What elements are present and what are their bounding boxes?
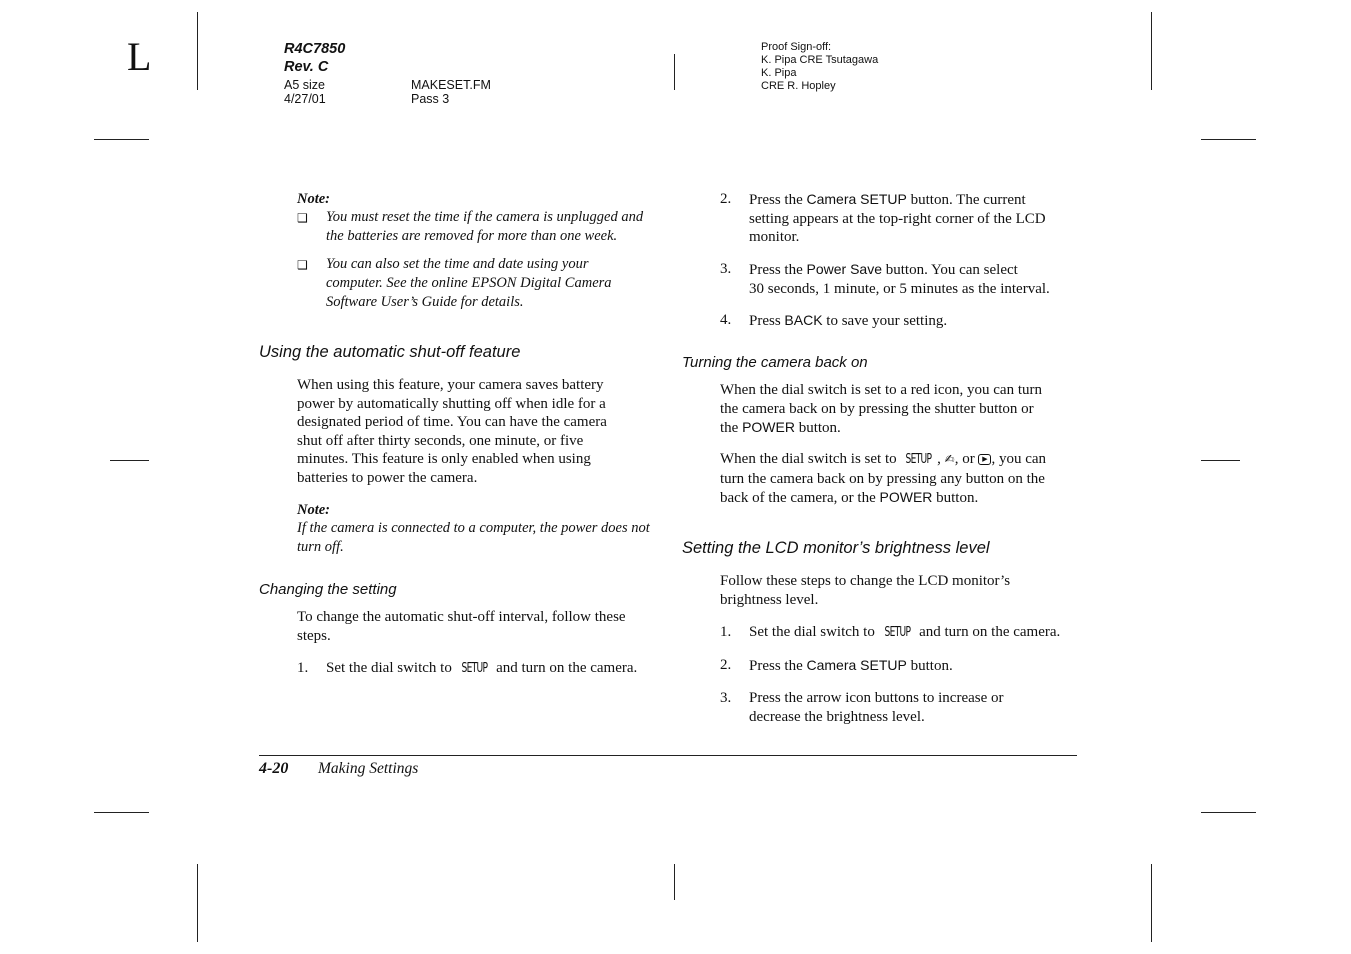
step-number: 2.: [720, 657, 732, 673]
file-name: MAKESET.FM: [411, 78, 491, 92]
step-number: 4.: [720, 312, 732, 328]
crop-mark: [1151, 864, 1152, 942]
step-number: 1.: [720, 624, 732, 640]
crop-mark: [94, 139, 149, 140]
note-item: You must reset the time if the camera is unplugged and the batteries are removed for more than one week.: [326, 209, 644, 244]
bullet-icon: ❑: [297, 211, 308, 225]
note-text: If the camera is connected to a computer, the power does not turn off.: [297, 520, 650, 555]
playback-icon: ▶: [978, 454, 991, 465]
section-heading: Setting the LCD monitor’s brightness level: [682, 539, 990, 557]
proof-line: K. Pipa CRE Tsutagawa: [761, 54, 879, 66]
chapter-title: Making Settings: [318, 760, 419, 777]
crop-mark: [1201, 812, 1256, 813]
setup-icon: SETUP: [905, 452, 932, 467]
crop-mark: [1201, 460, 1240, 461]
crop-mark: [110, 460, 149, 461]
step-text: Press BACK to save your setting.: [749, 312, 948, 329]
step-number: 3.: [720, 690, 732, 706]
bullet-icon: ❑: [297, 258, 308, 272]
pass-number: Pass 3: [411, 92, 450, 106]
footer-rule: [259, 755, 1077, 756]
doc-date: 4/27/01: [284, 92, 326, 106]
proof-title: Proof Sign-off:: [761, 41, 832, 53]
step-text: Set the dial switch to SETUP and turn on the camera.: [749, 623, 1060, 643]
note-label: Note:: [297, 502, 331, 518]
paragraph: To change the automatic shut-off interval, follow these steps.: [297, 609, 626, 644]
paragraph: When the dial switch is set to SETUP , ✍, or ▶ , you can turn the camera back on by pressing any button on the back of the camera, or the POWER button.: [720, 451, 1047, 506]
doc-code: R4C7850: [284, 41, 346, 57]
crop-mark: [674, 864, 675, 900]
step-number: 2.: [720, 191, 732, 207]
proof-line: CRE R. Hopley: [761, 80, 836, 92]
crop-mark: [1201, 139, 1256, 140]
setup-icon: SETUP: [461, 661, 487, 676]
step-text: Press the Camera SETUP button.: [749, 657, 953, 674]
page-side-letter: L: [127, 34, 152, 79]
proof-line: K. Pipa: [761, 67, 797, 79]
paragraph: When the dial switch is set to a red icon, you can turn the camera back on by pressing the shutter button or the POWER button.: [720, 382, 1042, 436]
note-label: Note:: [297, 191, 331, 207]
page-number: 4-20: [259, 760, 289, 777]
step-text: Press the Camera SETUP button. The current setting appears at the top-right corner of the LCD monitor.: [749, 191, 1046, 245]
step-text: Press the Power Save button. You can select 30 seconds, 1 minute, or 5 minutes as the interval.: [749, 261, 1050, 297]
step-text: Set the dial switch to SETUP and turn on the camera.: [326, 659, 637, 679]
crop-mark: [197, 12, 198, 90]
setup-icon: SETUP: [884, 625, 910, 640]
revision: Rev. C: [284, 59, 329, 75]
paragraph: When using this feature, your camera saves battery power by automatically shutting off when idle for a designated period of time. You can have the camera shut off after thirty seconds, one minute, or five minutes. This feature is only enabled when using batteries to power the camera.: [297, 377, 607, 486]
crop-mark: [197, 864, 198, 942]
crop-mark: [674, 54, 675, 90]
crop-mark: [1151, 12, 1152, 90]
step-number: 1.: [297, 660, 309, 676]
step-text: Press the arrow icon buttons to increase or decrease the brightness level.: [749, 690, 1004, 725]
note-item: You can also set the time and date using your computer. See the online EPSON Digital Camera Software User’s Guide for details.: [326, 256, 612, 310]
sub-heading: Turning the camera back on: [682, 354, 868, 371]
paragraph: Follow these steps to change the LCD monitor’s brightness level.: [720, 573, 1011, 608]
sub-heading: Changing the setting: [259, 581, 397, 598]
step-number: 3.: [720, 261, 732, 277]
camera-mode-icon: ✍: [944, 452, 955, 466]
section-heading: Using the automatic shut-off feature: [259, 343, 521, 361]
page-size: A5 size: [284, 78, 325, 92]
crop-mark: [94, 812, 149, 813]
